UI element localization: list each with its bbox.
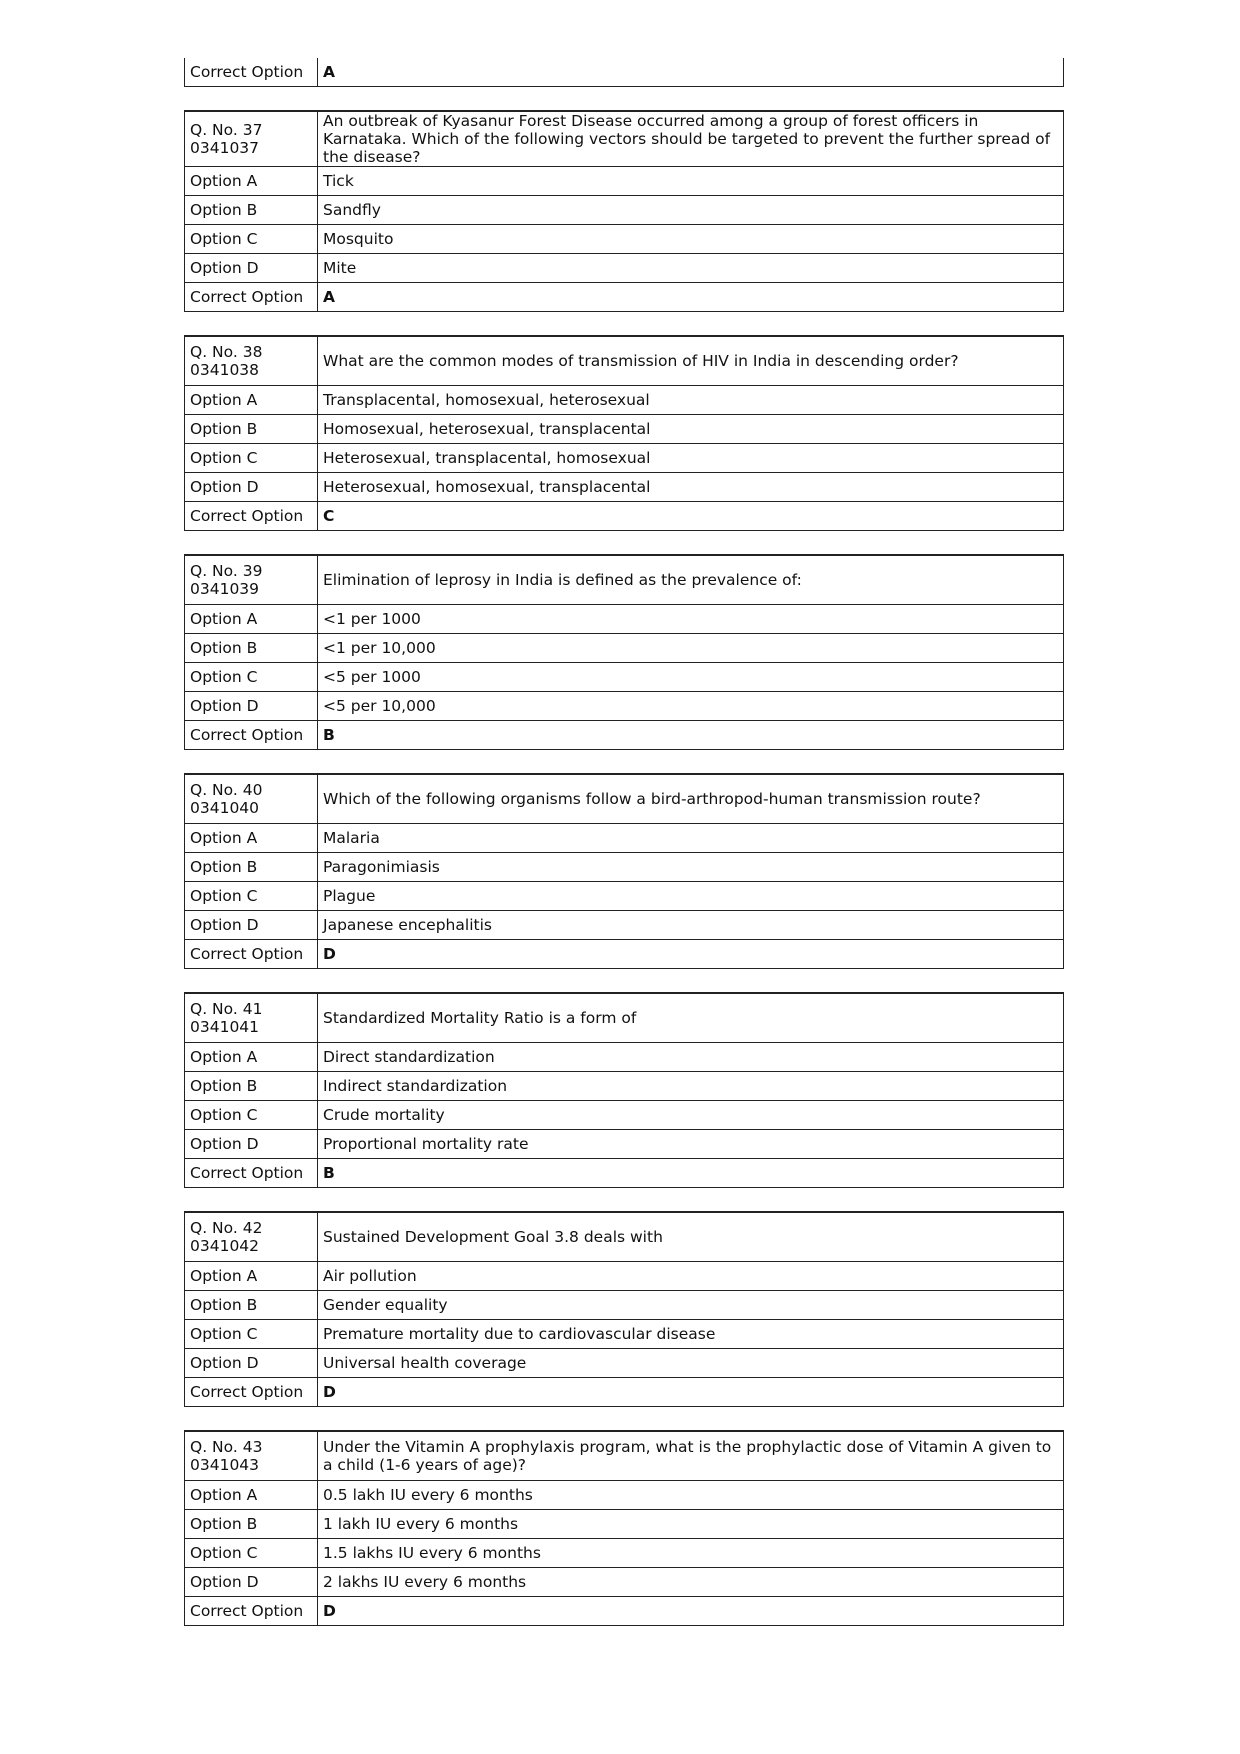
option-d-row <box>185 1349 1064 1378</box>
question-number: Q. No. 37 <box>190 121 263 139</box>
correct-option-row <box>185 283 1064 312</box>
question-code: 0341040 <box>190 799 260 817</box>
option-d-text: <5 per 10,000 <box>318 692 1064 721</box>
option-c-row <box>185 1539 1064 1568</box>
option-d-row <box>185 1130 1064 1159</box>
option-d-label: Option D <box>185 473 318 502</box>
option-c-label: Option C <box>185 882 318 911</box>
question-number: Q. No. 42 <box>190 1219 263 1237</box>
option-c-label: Option C <box>185 1320 318 1349</box>
option-d-text: Proportional mortality rate <box>318 1130 1064 1159</box>
option-c-text: Plague <box>318 882 1064 911</box>
option-a-label: Option A <box>185 1043 318 1072</box>
option-c-text: 1.5 lakhs IU every 6 months <box>318 1539 1064 1568</box>
correct-option-value: B <box>318 721 1064 750</box>
option-a-row <box>185 605 1064 634</box>
question-row <box>185 555 1064 605</box>
question-number-cell <box>185 993 318 1043</box>
option-d-row <box>185 254 1064 283</box>
correct-option-row <box>185 1159 1064 1188</box>
question-code: 0341039 <box>190 580 260 598</box>
correct-option-label: Correct Option <box>185 940 318 969</box>
option-c-text: Crude mortality <box>318 1101 1064 1130</box>
option-b-text: 1 lakh IU every 6 months <box>318 1510 1064 1539</box>
option-d-text: Universal health coverage <box>318 1349 1064 1378</box>
option-a-label: Option A <box>185 824 318 853</box>
option-d-text: Mite <box>318 254 1064 283</box>
correct-option-row <box>185 940 1064 969</box>
option-c-text: Premature mortality due to cardiovascular disease <box>318 1320 1064 1349</box>
question-number-cell <box>185 111 318 167</box>
question-table-37 <box>184 110 1064 312</box>
question-text: Under the Vitamin A prophylaxis program, what is the prophylactic dose of Vitamin A given to a child (1-6 years of age)? <box>318 1431 1064 1481</box>
option-b-row <box>185 1291 1064 1320</box>
correct-option-value: A <box>318 58 1064 87</box>
question-number-cell <box>185 555 318 605</box>
question-number-cell <box>185 1431 318 1481</box>
question-table-36-tail <box>184 58 1064 87</box>
option-b-row <box>185 415 1064 444</box>
option-b-label: Option B <box>185 196 318 225</box>
question-number-cell <box>185 1212 318 1262</box>
option-d-row <box>185 911 1064 940</box>
option-b-row <box>185 853 1064 882</box>
option-a-row <box>185 1043 1064 1072</box>
option-c-label: Option C <box>185 225 318 254</box>
correct-option-label: Correct Option <box>185 1378 318 1407</box>
option-c-label: Option C <box>185 663 318 692</box>
option-a-label: Option A <box>185 1481 318 1510</box>
question-row <box>185 1212 1064 1262</box>
option-c-text: Mosquito <box>318 225 1064 254</box>
option-b-row <box>185 196 1064 225</box>
correct-option-value: D <box>318 1378 1064 1407</box>
option-b-label: Option B <box>185 634 318 663</box>
option-b-row <box>185 1072 1064 1101</box>
option-d-text: Heterosexual, homosexual, transplacental <box>318 473 1064 502</box>
option-a-row <box>185 824 1064 853</box>
correct-option-label: Correct Option <box>185 1597 318 1626</box>
option-c-row <box>185 225 1064 254</box>
option-b-label: Option B <box>185 853 318 882</box>
question-table-40 <box>184 773 1064 969</box>
question-row <box>185 993 1064 1043</box>
question-row <box>185 774 1064 824</box>
question-table-42 <box>184 1211 1064 1407</box>
correct-option-row <box>185 58 1064 87</box>
option-c-row <box>185 1101 1064 1130</box>
question-text: Sustained Development Goal 3.8 deals with <box>318 1212 1064 1262</box>
option-d-row <box>185 473 1064 502</box>
question-code: 0341037 <box>190 139 260 157</box>
option-b-row <box>185 634 1064 663</box>
option-b-text: Indirect standardization <box>318 1072 1064 1101</box>
option-c-row <box>185 663 1064 692</box>
option-a-row <box>185 386 1064 415</box>
question-table-38 <box>184 335 1064 531</box>
correct-option-row <box>185 502 1064 531</box>
option-b-text: Paragonimiasis <box>318 853 1064 882</box>
question-code: 0341041 <box>190 1018 260 1036</box>
correct-option-row <box>185 721 1064 750</box>
option-a-text: <1 per 1000 <box>318 605 1064 634</box>
option-d-label: Option D <box>185 254 318 283</box>
question-row <box>185 111 1064 167</box>
option-b-label: Option B <box>185 1291 318 1320</box>
question-document <box>184 58 1064 1649</box>
question-row <box>185 1431 1064 1481</box>
option-d-row <box>185 692 1064 721</box>
correct-option-label: Correct Option <box>185 502 318 531</box>
option-d-label: Option D <box>185 1130 318 1159</box>
option-d-text: 2 lakhs IU every 6 months <box>318 1568 1064 1597</box>
option-a-row <box>185 1481 1064 1510</box>
option-a-text: Malaria <box>318 824 1064 853</box>
correct-option-label: Correct Option <box>185 721 318 750</box>
correct-option-value: B <box>318 1159 1064 1188</box>
option-a-label: Option A <box>185 167 318 196</box>
question-number-cell <box>185 774 318 824</box>
option-c-label: Option C <box>185 444 318 473</box>
correct-option-value: D <box>318 940 1064 969</box>
option-d-row <box>185 1568 1064 1597</box>
correct-option-label: Correct Option <box>185 1159 318 1188</box>
option-b-text: Gender equality <box>318 1291 1064 1320</box>
option-c-row <box>185 882 1064 911</box>
option-c-label: Option C <box>185 1539 318 1568</box>
question-code: 0341043 <box>190 1456 260 1474</box>
question-number: Q. No. 43 <box>190 1438 263 1456</box>
question-text: Standardized Mortality Ratio is a form of <box>318 993 1064 1043</box>
question-number: Q. No. 38 <box>190 343 263 361</box>
option-a-text: Direct standardization <box>318 1043 1064 1072</box>
option-d-label: Option D <box>185 911 318 940</box>
correct-option-value: C <box>318 502 1064 531</box>
option-a-text: Transplacental, homosexual, heterosexual <box>318 386 1064 415</box>
option-b-label: Option B <box>185 1510 318 1539</box>
question-number-cell <box>185 336 318 386</box>
question-text: Which of the following organisms follow a bird-arthropod-human transmission route? <box>318 774 1064 824</box>
correct-option-row <box>185 1597 1064 1626</box>
option-a-text: Air pollution <box>318 1262 1064 1291</box>
question-row <box>185 336 1064 386</box>
option-a-row <box>185 1262 1064 1291</box>
option-c-row <box>185 444 1064 473</box>
question-table-39 <box>184 554 1064 750</box>
option-a-text: Tick <box>318 167 1064 196</box>
question-text: Elimination of leprosy in India is defined as the prevalence of: <box>318 555 1064 605</box>
option-b-text: Homosexual, heterosexual, transplacental <box>318 415 1064 444</box>
question-table-41 <box>184 992 1064 1188</box>
option-c-row <box>185 1320 1064 1349</box>
question-number: Q. No. 41 <box>190 1000 263 1018</box>
option-a-text: 0.5 lakh IU every 6 months <box>318 1481 1064 1510</box>
option-d-label: Option D <box>185 1349 318 1378</box>
option-c-text: Heterosexual, transplacental, homosexual <box>318 444 1064 473</box>
option-b-text: Sandfly <box>318 196 1064 225</box>
option-d-label: Option D <box>185 692 318 721</box>
option-a-label: Option A <box>185 605 318 634</box>
option-c-text: <5 per 1000 <box>318 663 1064 692</box>
correct-option-value: D <box>318 1597 1064 1626</box>
correct-option-value: A <box>318 283 1064 312</box>
option-b-label: Option B <box>185 415 318 444</box>
question-table-43 <box>184 1430 1064 1626</box>
question-text: What are the common modes of transmission of HIV in India in descending order? <box>318 336 1064 386</box>
option-b-text: <1 per 10,000 <box>318 634 1064 663</box>
option-a-label: Option A <box>185 386 318 415</box>
option-b-label: Option B <box>185 1072 318 1101</box>
question-code: 0341038 <box>190 361 260 379</box>
correct-option-label: Correct Option <box>185 283 318 312</box>
option-d-text: Japanese encephalitis <box>318 911 1064 940</box>
question-text: An outbreak of Kyasanur Forest Disease occurred among a group of forest officers in Karnataka. Which of the following vectors should be targeted to prevent the further spread of the disease? <box>318 111 1064 167</box>
option-d-label: Option D <box>185 1568 318 1597</box>
question-number: Q. No. 39 <box>190 562 263 580</box>
correct-option-row <box>185 1378 1064 1407</box>
correct-option-label: Correct Option <box>185 58 318 87</box>
option-a-row <box>185 167 1064 196</box>
option-a-label: Option A <box>185 1262 318 1291</box>
option-c-label: Option C <box>185 1101 318 1130</box>
option-b-row <box>185 1510 1064 1539</box>
question-code: 0341042 <box>190 1237 260 1255</box>
question-number: Q. No. 40 <box>190 781 263 799</box>
